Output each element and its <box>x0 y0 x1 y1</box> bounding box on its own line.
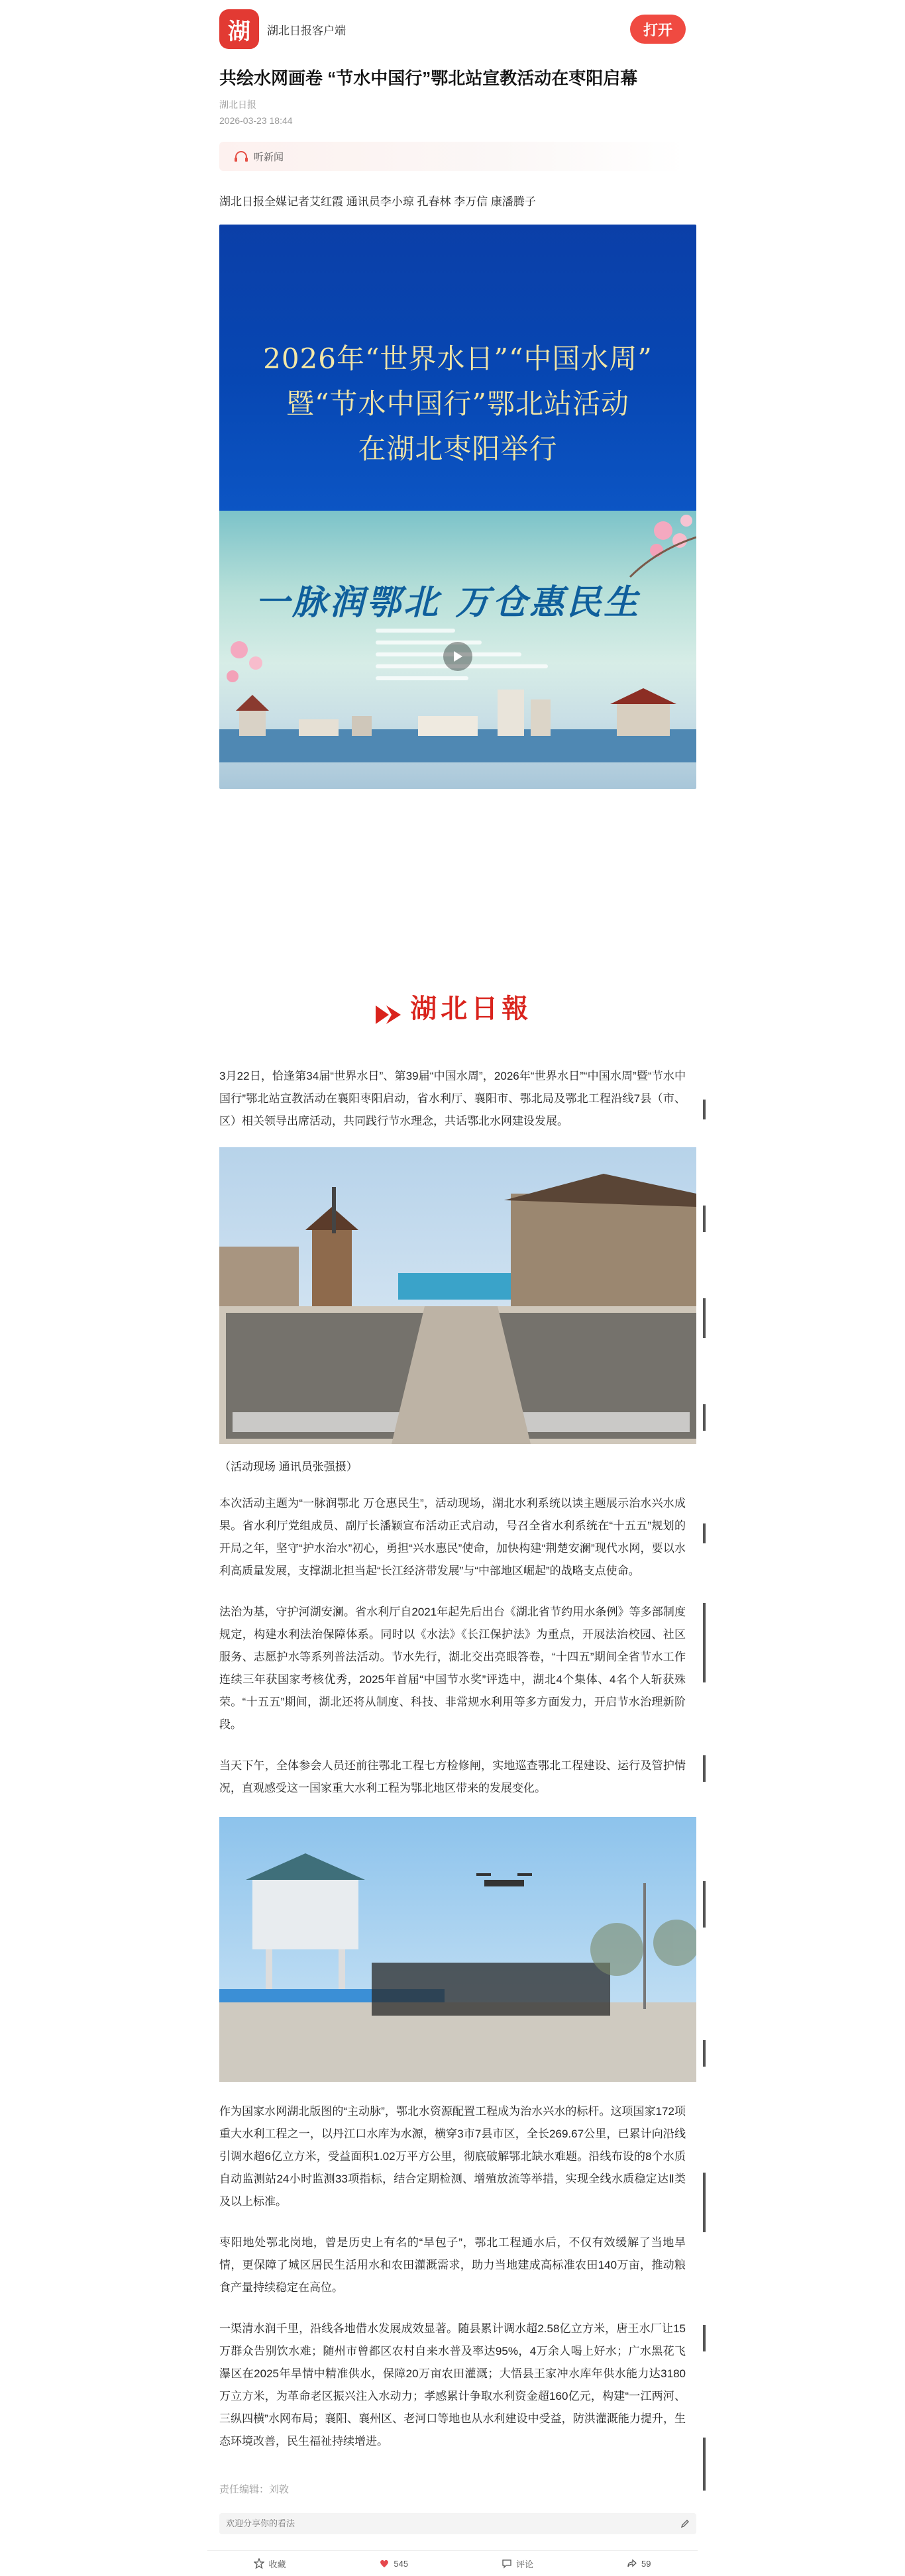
paragraph: 3月22日，恰逢第34届“世界水日”、第39届“中国水周”，2026年“世界水日”“中国水周”暨“节水中国行”鄂北站宣教活动在襄阳枣阳启动，省水利厅、襄阳市、鄂北局及鄂北工程沿线7县（市、区）相关领导出席活动，共同践行节水理念，共话鄂北水网建设发展。 <box>219 1069 686 1127</box>
scroll-indicator <box>703 1100 706 2544</box>
comment-button[interactable] <box>502 2557 533 2570</box>
skyline-illustration <box>219 683 696 762</box>
paragraph: 法治为基，守护河湖安澜。省水利厅自2021年起先后出台《湖北省节约用水条例》等多部制度规定，构建水利法治保障体系。同时以《水法》《长江保护法》为重点，开展法治校园、社区服务、志愿护水等系列普法活动。节水先行，湖北交出亮眼答卷，“十四五”期间全省节水工作连续三年获国家考核优秀，2025年首届“中国节水奖”评选中，湖北4个集体、4名个人斩获殊荣。“十五五”期间，湖北还将从制度、科技、非常规水利用等多方面发力，开启节水治理新阶段。 <box>219 1605 686 1731</box>
photo-event-venue[interactable] <box>219 1147 696 1444</box>
paragraph: 本次活动主题为“一脉润鄂北 万仓惠民生”，活动现场，湖北水利系统以读主题展示治水兴水成果。省水利厅党组成员、副厅长潘颖宣布活动正式启动，号召全省水利系统在“十五五”规划的开局之年，坚守“护水治水”初心，勇担“兴水惠民”使命，加快构建“荆楚安澜”现代水网，要以水利高质量发展，支撑湖北担当起“长江经济带发展”与“中部地区崛起”的战略支点使命。 <box>219 1496 686 1577</box>
group-inspection-image <box>219 1817 696 2082</box>
article-source: 湖北日报 <box>219 99 256 110</box>
hubei-daily-logo <box>219 988 686 1028</box>
photo-group-inspection[interactable] <box>219 1817 696 2082</box>
article-title: 共绘水网画卷 “节水中国行”鄂北站宣教活动在枣阳启幕 <box>219 68 638 88</box>
hubei-daily-wordmark: 湖北日報 <box>410 993 533 1024</box>
video-slogan: 一脉润鄂北 万仓惠民生 <box>255 582 641 623</box>
comment-icon <box>502 2558 512 2569</box>
star-icon <box>254 2558 264 2569</box>
paragraph: 当天下午，全体参会人员还前往鄂北工程七方检修闸，实地巡查鄂北工程建设、运行及管护情况，直观感受这一国家重大水利工程为鄂北地区带来的发展变化。 <box>219 1759 686 1794</box>
video-player[interactable] <box>219 225 696 789</box>
listen-news-bar[interactable] <box>219 142 686 171</box>
paragraph: 一渠清水润千里，沿线各地借水发展成效显著。随县累计调水超2.58亿立方米，唐王水厂让15万群众告别饮水难；随州市曾都区农村自来水普及率达95%，4万余人喝上好水；广水黑花飞瀑区在2025年旱情中精准供水，保障20万亩农田灌溉；大悟县王家冲水库年供水能力达3180万立方米，为革命老区振兴注入水动力；孝感累计争取水利资金超160亿元，构建“一江两河、三纵四横”水网布局；襄阳、襄州区、老河口等地也从水利建设中受益，防洪灌溉能力提升，生态环境改善，民生福祉持续增进。 <box>219 2322 686 2447</box>
photo-caption: （活动现场 通讯员张强摄） <box>219 1460 358 1473</box>
article-date: 2026-03-23 18:44 <box>219 115 293 126</box>
video-headline-line: 2026年“世界水日”“中国水周” <box>263 342 653 375</box>
play-icon <box>452 650 463 662</box>
blossom-decoration <box>617 511 696 584</box>
share-button[interactable] <box>627 2558 651 2569</box>
headphones-icon <box>234 151 248 162</box>
comment-label: 评论 <box>516 2559 534 2569</box>
page <box>207 0 698 2576</box>
article <box>219 66 686 2534</box>
listen-news-label: 听新闻 <box>254 151 284 163</box>
bottom-action-bar <box>207 2550 698 2576</box>
comment-input[interactable] <box>226 2518 680 2528</box>
responsible-editor: 责任编辑：刘敦 <box>219 2483 290 2495</box>
like-count: 545 <box>394 2558 409 2569</box>
play-button[interactable] <box>443 642 472 671</box>
open-app-button[interactable]: 打开 <box>630 15 686 44</box>
paragraph: 枣阳地处鄂北岗地，曾是历史上有名的“旱包子”，鄂北工程通水后，不仅有效缓解了当地旱情，更保障了城区居民生活用水和农田灌溉需求，助力当地建成高标准农田140万亩，推动粮食产量持续稳定在高位。 <box>219 2236 686 2294</box>
video-subtitle-lines <box>376 629 574 688</box>
comment-box[interactable] <box>219 2513 696 2534</box>
byline: 湖北日报全媒记者艾红霞 通讯员李小琼 孔春林 李万信 康潘腾子 <box>219 195 536 208</box>
like-button[interactable] <box>379 2558 408 2569</box>
app-logo[interactable]: 湖 <box>219 9 259 49</box>
app-bar <box>207 0 698 58</box>
pencil-icon <box>680 2519 690 2528</box>
event-venue-image <box>219 1147 696 1444</box>
share-count: 59 <box>641 2558 651 2569</box>
video-title-card <box>219 225 696 511</box>
app-name: 湖北日报客户端 <box>267 24 346 37</box>
heart-icon <box>379 2558 390 2569</box>
favorite-label: 收藏 <box>268 2559 286 2569</box>
favorite-button[interactable] <box>254 2557 286 2570</box>
hubei-daily-mark-icon <box>373 1002 403 1028</box>
share-icon <box>627 2558 637 2569</box>
video-headline-line: 暨“节水中国行”鄂北站活动 <box>286 387 629 420</box>
paragraph: 作为国家水网湖北版图的“主动脉”，鄂北水资源配置工程成为治水兴水的标杆。这项国家172项重大水利工程之一，以丹江口水库为水源，横穿3市7县市区，全长269.67公里，已累计向沿线引调水超6亿立方米，受益面积1.02万平方公里，彻底破解鄂北缺水难题。沿线布设的8个水质自动监测站24小时监测33项指标，结合定期检测、增殖放流等举措，实现全线水质稳定达Ⅱ类及以上标准。 <box>219 2104 686 2208</box>
video-headline-line: 在湖北枣阳举行 <box>358 433 558 465</box>
